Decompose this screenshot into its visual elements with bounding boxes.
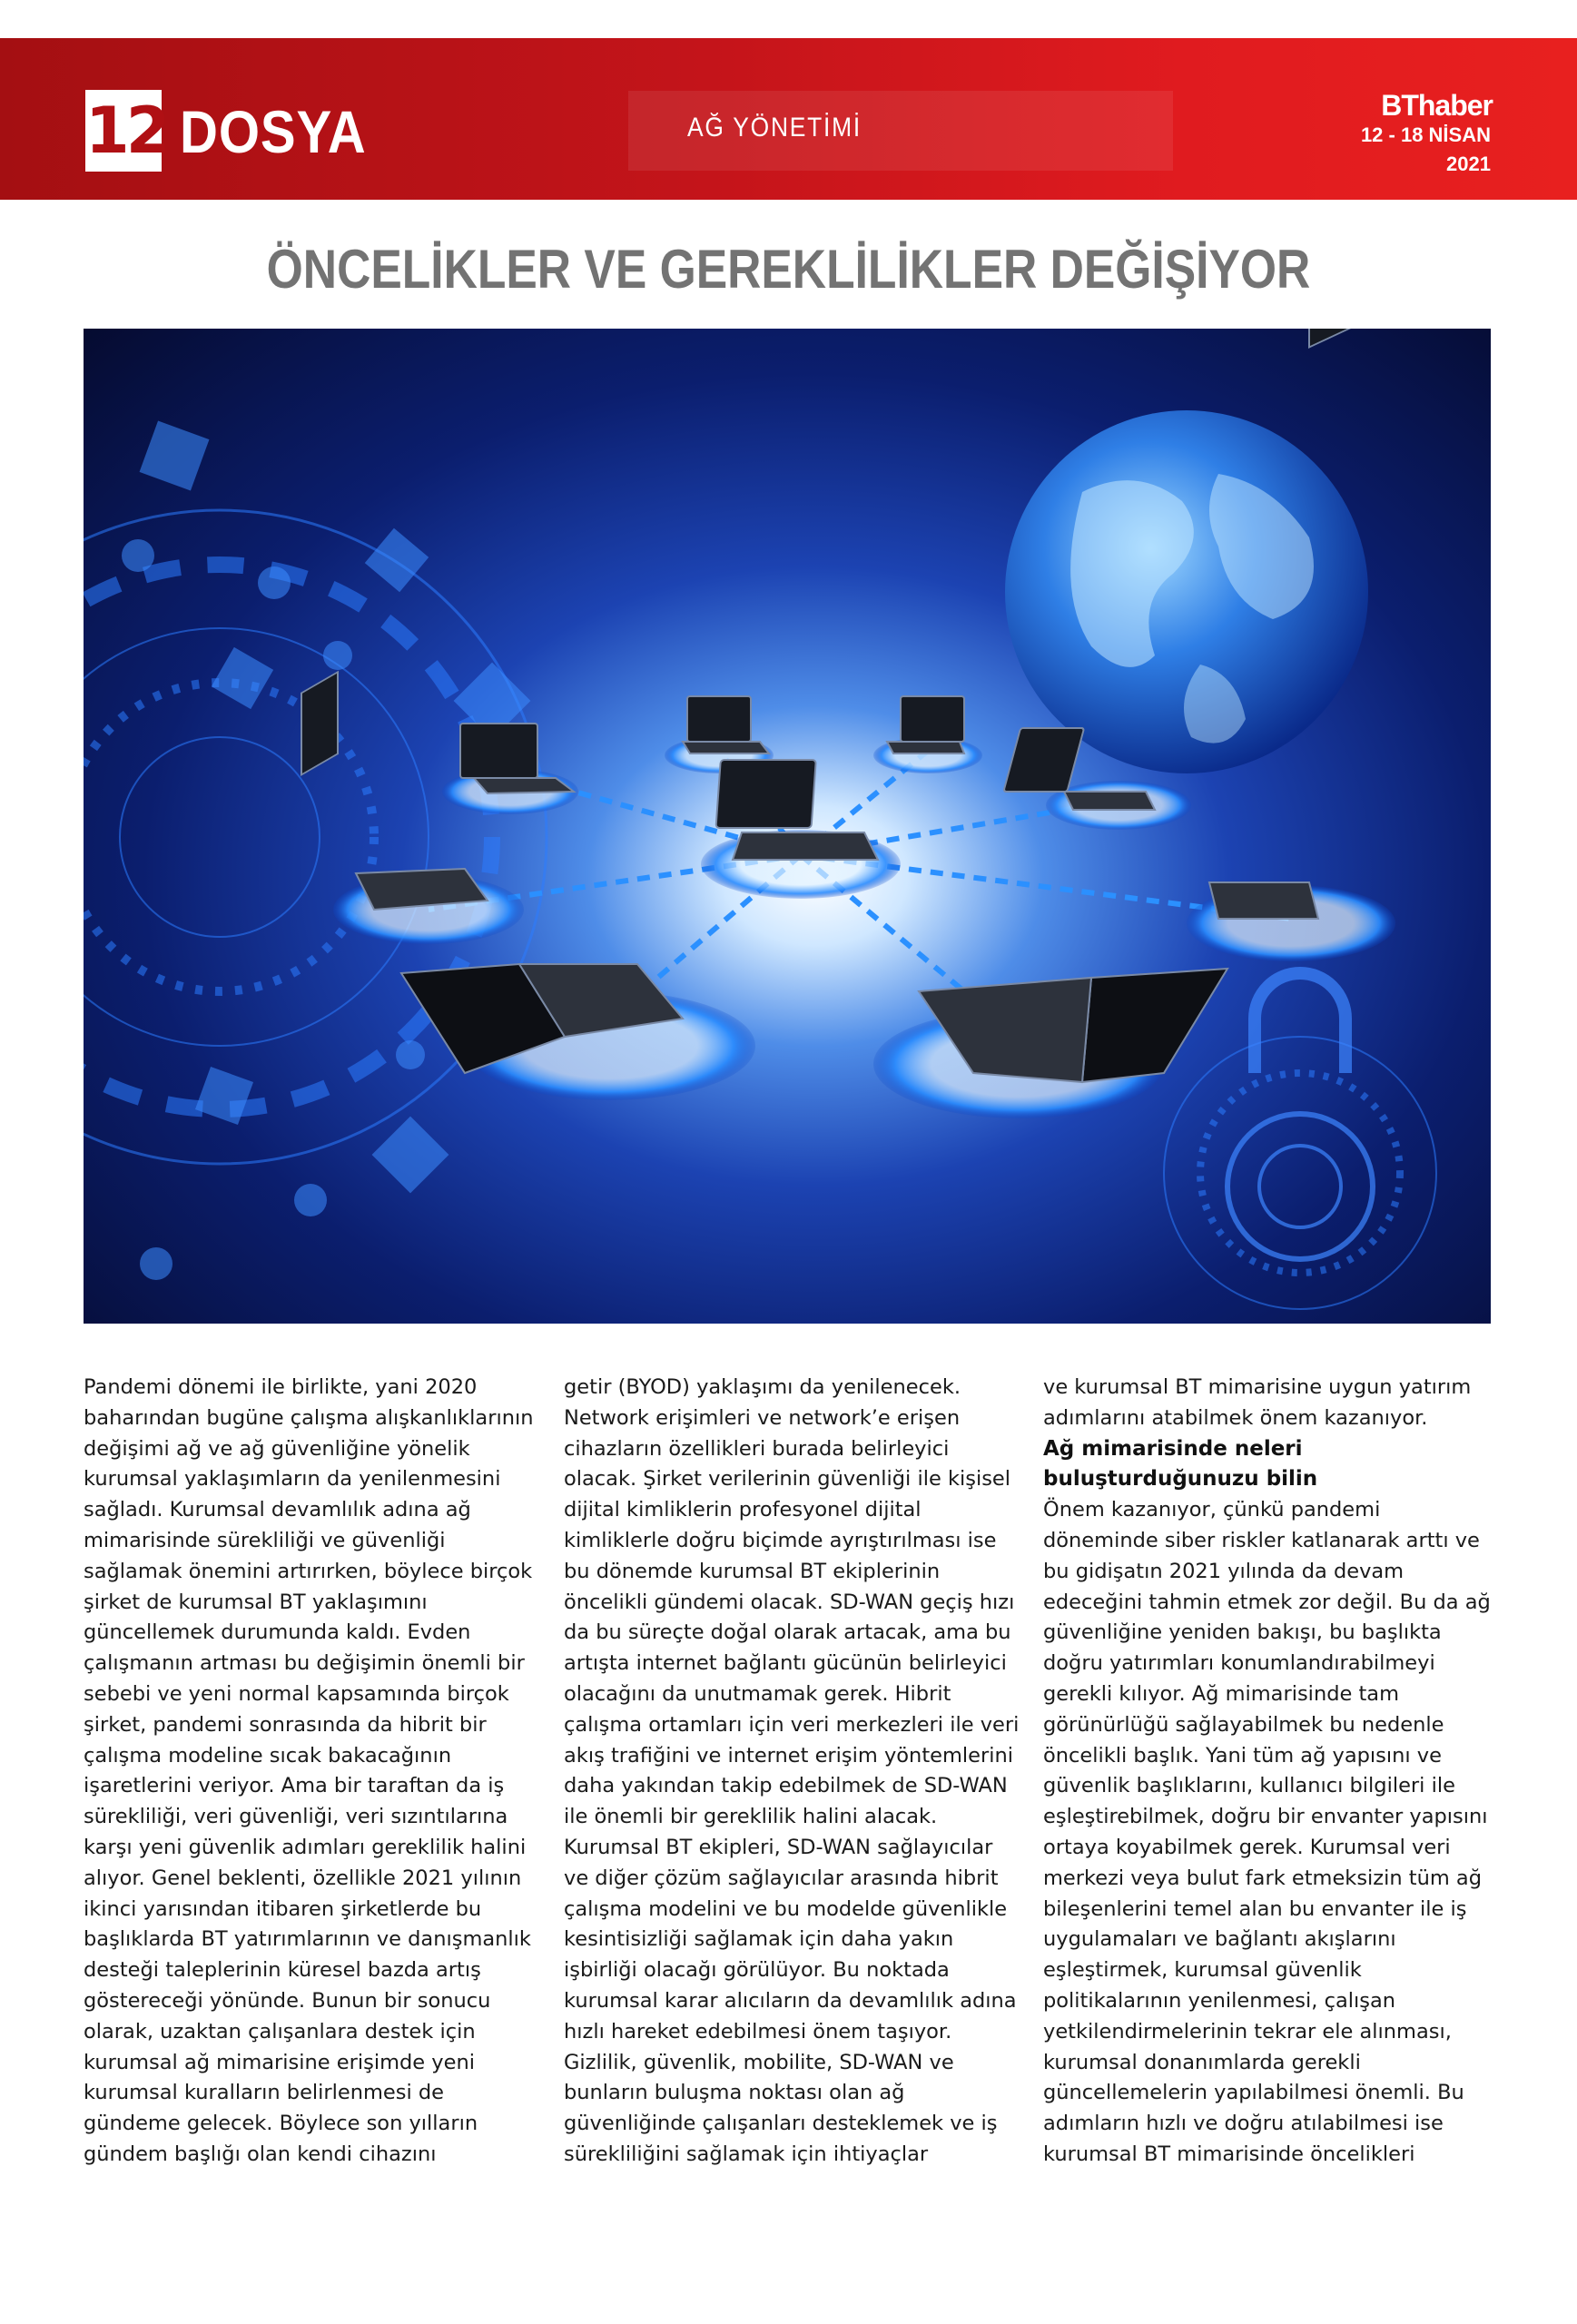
hero-image [84,329,1491,1324]
topic-label: AĞ YÖNETİMİ [687,113,862,143]
article-column-3 [1043,1373,1502,2171]
section-subheading: Ağ mimarisinde neleri buluşturduğunuzu bilin [1043,1436,1318,1492]
article-column-1 [84,1373,542,2171]
body-paragraph: getir (BYOD) yaklaşımı da yenilenecek. Network erişimleri ve network’e erişen cihazların özellikleri burada belirleyici olacak. Şirket verilerinin güvenliği ile kişisel dijital kimliklerin profesyonel dijital kimliklerle doğru biçimde ayrıştırılması ise bu dönemde kurumsal BT ekiplerinin öncelikli gündemi olacak. SD-WAN geçiş hızı da bu süreçte doğal olarak artacak, ama bu artışta internet bağlantı gücünün belirleyici olacağını da unutmamak gerek. Hibrit çalışma ortamları için veri merkezleri ile veri akış trafiğini ve internet erişim yöntemlerini daha yakından takip edebilmek de SD-WAN ile önemli bir gereklilik halini alacak. Kurumsal BT ekipleri, SD-WAN sağlayıcılar ve diğer çözüm sağlayıcılar arasında hibrit çalışma modelini ve bu modelde güvenlikle kesintisizliği sağlamak için daha yakın işbirliği olacağı görülüyor. Bu noktada kurumsal karar alıcıların da devamlılık adına hızlı hareket edebilmesi önem taşıyor. Gizlilik, güvenlik, mobilite, SD-WAN ve bunların buluşma noktası olan ağ güvenliğinde çalışanları desteklemek ve iş sürekliliğini sağlamak için ihtiyaçlar [564,1375,1020,2166]
section-label: DOSYA [180,98,367,165]
page-number: 12 [85,90,162,172]
network-illustration [84,329,1491,1324]
issue-year: 2021 [1446,153,1491,175]
body-paragraph: Önem kazanıyor, çünkü pandemi döneminde siber riskler katlanarak arttı ve bu gidişatın 2021 yılında da devam edeceğini tahmin etmek zor değil. Bu da ağ güvenliğine yeniden bakışı, bu başlıkta doğru yatırımları konumlandırabilmeyi gerekli kılıyor. Ağ mimarisinde tam görünürlüğü sağlayabilmek bu nedenle öncelikli başlık. Yani tüm ağ yapısını ve güvenlik başlıklarını, kullanıcı bilgileri ile eşleştirebilmek, doğru bir envanter yapısını ortaya koyabilmek gerek. Kurumsal veri merkezi veya bulut fark etmeksizin tüm ağ bileşenlerini temel alan bu envanter ile iş uygulamaları ve bağlantı akışlarını eşleştirmek, kurumsal güvenlik politikalarının yenilenmesi, çalışan yetkilendirmelerinin tekrar ele alınması, kurumsal donanımlarda gerekli güncellemelerin yapılabilmesi önemli. Bu adımların hızlı ve doğru atılabilmesi ise kurumsal BT mimarisinde öncelikleri [1043,1498,1491,2166]
article-column-2 [564,1373,1022,2171]
body-paragraph: Pandemi dönemi ile birlikte, yani 2020 baharından bugüne çalışma alışkanlıklarının değişimi ağ ve ağ güvenliğine yönelik kurumsal yaklaşımların da yenilenmesini sağladı. Kurumsal devamlılık adına ağ mimarisinde sürekliliği ve güvenliği sağlamak önemini artırırken, böylece birçok şirket de kurumsal BT yaklaşımını güncellemek durumunda kaldı. Evden çalışmanın artması bu değişimin önemli bir sebebi ve yeni normal kapsamında birçok şirket, pandemi sonrasında da hibrit bir çalışma modeline sıcak bakacağının işaretlerini veriyor. Ama bir taraftan da iş sürekliliği, veri güvenliği, veri sızıntılarına karşı yeni güvenlik adımları gereklilik halini alıyor. Genel beklenti, özellikle 2021 yılının ikinci yarısından itibaren şirketlerde bu başlıklarda BT yatırımlarının ve danışmanlık desteği taleplerinin küresel bazda artış göstereceği yönünde. Bunun bir sonucu olarak, uzaktan çalışanlara destek için kurumsal ağ mimarisine erişimde yeni kurumsal kuralların belirlenmesi de gündeme gelecek. Böylece son yılların gündem başlığı olan kendi cihazını [84,1375,534,2166]
body-paragraph: ve kurumsal BT mimarisine uygun yatırım adımlarını atabilmek önem kazanıyor. [1043,1375,1472,1430]
article-headline: ÖNCELİKLER VE GEREKLİLİKLER DEĞİŞİYOR [266,239,1311,300]
brand-logo: BThaber [1381,89,1493,122]
issue-dates: 12 - 18 NİSAN [1360,123,1491,146]
globe-icon [1005,410,1368,773]
padlock-icon [1227,973,1373,1259]
